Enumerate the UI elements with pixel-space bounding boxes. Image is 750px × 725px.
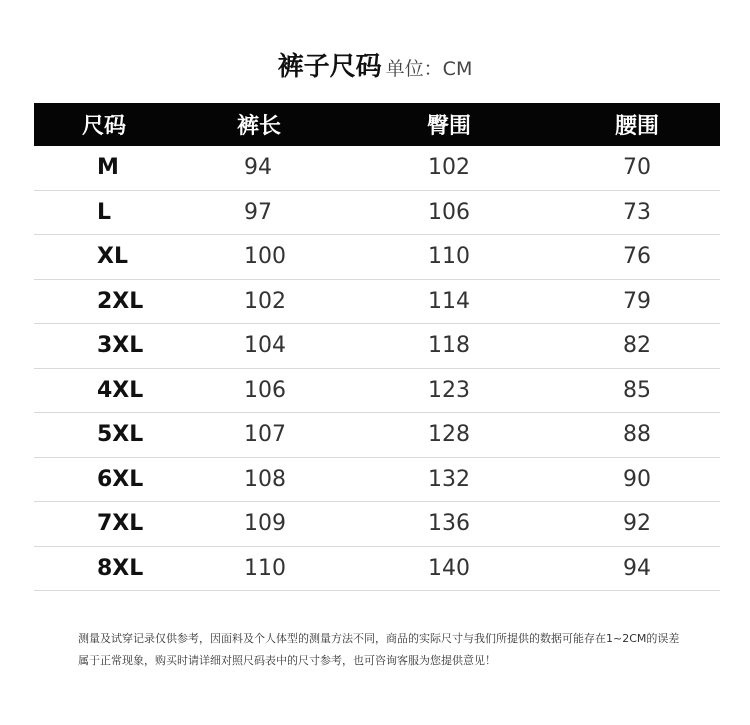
cell-size: 3XL [97, 333, 144, 359]
cell-length: 102 [244, 288, 286, 314]
note-line-1: 测量及试穿记录仅供参考，因面料及个人体型的测量方法不同，商品的实际尺寸与我们所提供的数据可能存在1~2CM的误差 [78, 632, 680, 645]
cell-waist: 90 [623, 466, 651, 492]
cell-waist: 92 [623, 511, 651, 537]
cell-hip: 102 [428, 155, 470, 181]
cell-length: 97 [244, 199, 272, 225]
cell-size: 2XL [97, 288, 144, 314]
cell-hip: 132 [428, 466, 470, 492]
cell-size: 6XL [97, 466, 144, 492]
size-table [34, 103, 720, 591]
cell-hip: 140 [428, 555, 470, 581]
cell-hip: 123 [428, 377, 470, 403]
cell-hip: 110 [428, 244, 470, 270]
table-row [34, 458, 720, 503]
table-header [34, 103, 720, 146]
header-length: 裤长 [236, 114, 281, 139]
table-row [34, 413, 720, 458]
cell-length: 108 [244, 466, 286, 492]
cell-waist: 76 [623, 244, 651, 270]
cell-size: 4XL [97, 377, 144, 403]
unit-label: 单位：CM [385, 58, 473, 80]
cell-waist: 82 [623, 333, 651, 359]
table-row [34, 280, 720, 325]
cell-hip: 118 [428, 333, 470, 359]
cell-waist: 79 [623, 288, 651, 314]
cell-length: 110 [244, 555, 286, 581]
cell-size: M [97, 155, 119, 181]
cell-waist: 85 [623, 377, 651, 403]
cell-waist: 73 [623, 199, 651, 225]
chart-title [0, 46, 750, 83]
table-row [34, 191, 720, 236]
cell-hip: 114 [428, 288, 470, 314]
cell-size: XL [97, 244, 128, 270]
cell-length: 94 [244, 155, 272, 181]
cell-waist: 94 [623, 555, 651, 581]
cell-size: 7XL [97, 511, 144, 537]
page-title: 裤子尺码 [277, 52, 382, 82]
cell-size: 5XL [97, 422, 144, 448]
cell-size: 8XL [97, 555, 144, 581]
disclaimer-note [78, 628, 708, 672]
table-row [34, 502, 720, 547]
cell-length: 109 [244, 511, 286, 537]
table-row [34, 324, 720, 369]
table-row [34, 369, 720, 414]
cell-hip: 106 [428, 199, 470, 225]
table-row [34, 235, 720, 280]
note-line-2: 属于正常现象，购买时请详细对照尺码表中的尺寸参考，也可咨询客服为您提供意见！ [78, 654, 496, 667]
cell-length: 107 [244, 422, 286, 448]
table-row [34, 146, 720, 191]
header-waist: 腰围 [614, 114, 659, 139]
header-hip: 臀围 [426, 114, 471, 139]
cell-hip: 136 [428, 511, 470, 537]
cell-length: 100 [244, 244, 286, 270]
cell-waist: 88 [623, 422, 651, 448]
cell-length: 106 [244, 377, 286, 403]
cell-hip: 128 [428, 422, 470, 448]
table-row [34, 547, 720, 592]
cell-length: 104 [244, 333, 286, 359]
cell-size: L [97, 199, 112, 225]
table-body [34, 146, 720, 591]
header-size: 尺码 [81, 114, 126, 139]
cell-waist: 70 [623, 155, 651, 181]
